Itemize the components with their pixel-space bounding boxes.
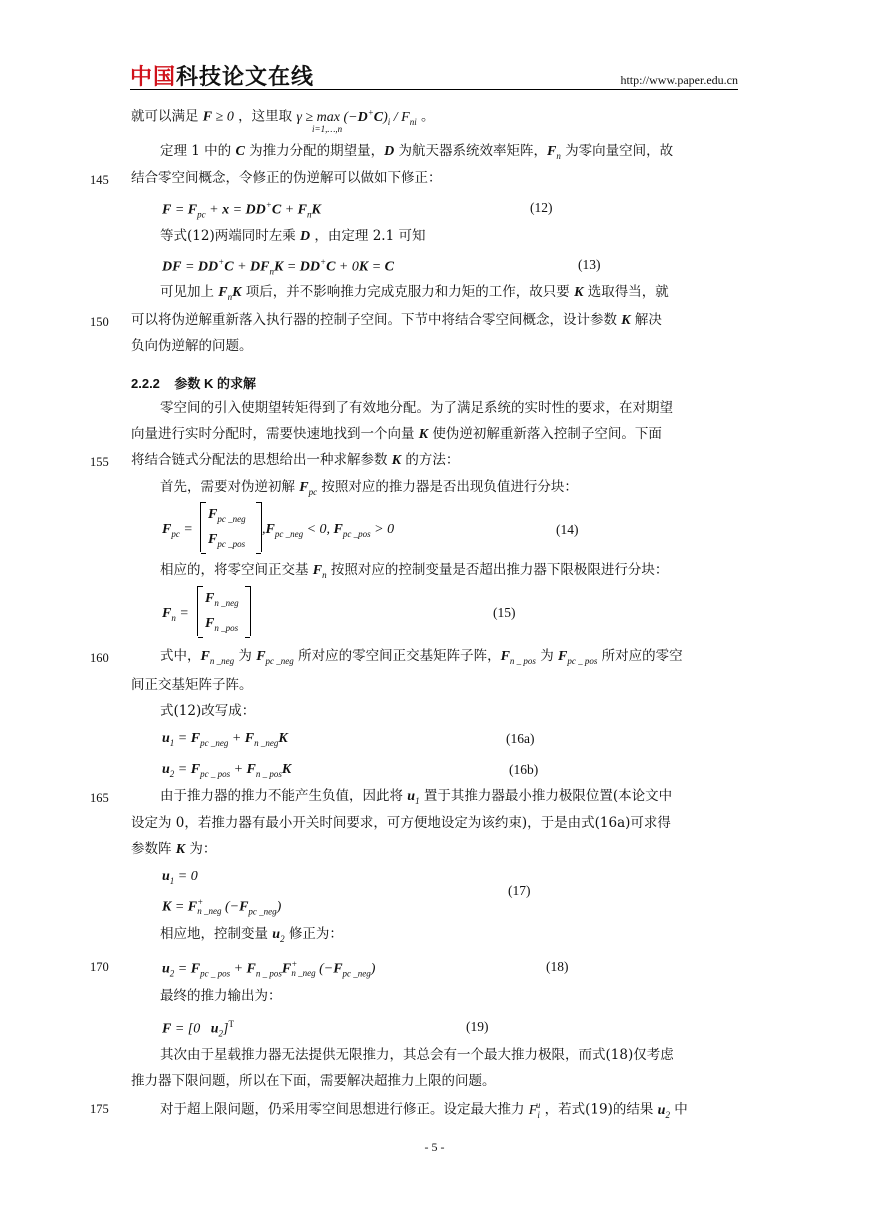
body-line-21: 其次由于星载推力器无法提供无限推力，其总会有一个最大推力极限，而式(18)仅考虑: [160, 1047, 674, 1063]
equation-number-16b: (16b): [509, 762, 539, 777]
body-line-15: 式(12)改写成：: [160, 703, 256, 719]
equation-17-line2: $K = F^+_{n \_neg}$ $(-F_{pc \_neg})$: [162, 897, 282, 917]
body-line-14: 间正交基矩阵子阵。: [131, 677, 253, 693]
body-line-22: 推力器下限问题，所以在下面，需要解决超推力上限的问题。: [131, 1073, 496, 1089]
body-line-17: 设定为 0，若推力器有最小开关时间要求，可方便地设定为该约束)，于是由式(16a)可求得: [131, 815, 671, 831]
equation-16b: $u_2 = F_{pc \_ pos} + F_{n \_ pos}K$: [162, 762, 292, 779]
equation-15-bottom: $F_{n \_pos}$: [205, 616, 239, 633]
body-line-18: 参数阵 K 为：: [131, 841, 217, 857]
equation-17-line1: $u_1 = 0$: [162, 869, 198, 886]
section-title: 参数 K 的求解: [174, 376, 256, 391]
body-line-12: 相应的，将零空间正交基 $F_n$ 按照对应的控制变量是否超出推力器下限极限进行分块：: [160, 562, 669, 580]
section-heading: [131, 373, 256, 392]
equation-14-cond: $,F_{pc \_neg} < 0$, $F_{pc \_pos} > 0$: [262, 522, 395, 539]
body-line-10: 将结合链式分配法的思想给出一种求解参数 K 的方法：: [131, 452, 460, 468]
body-line-19: 相应地，控制变量 $u_2$ 修正为：: [160, 926, 343, 944]
equation-14-bottom: $F_{pc \_pos}$: [208, 532, 246, 549]
header-rule: [130, 89, 738, 90]
logo-red-text: 中国: [130, 65, 177, 90]
body-line-1: 就可以满足 F ≥ 0 ，这里取 $\gamma \ge \max (-D^+C)_i / F_{ni}$ 。: [131, 107, 435, 127]
body-line-16: 由于推力器的推力不能产生负值，因此将 $u_1$ 置于其推力器最小推力极限位置(本论文中: [160, 788, 673, 806]
equation-16a: $u_1 = F_{pc \_neg} + F_{n \_neg}K$: [162, 731, 288, 748]
body-line-7: 负向伪逆解的问题。: [131, 338, 253, 354]
equation-number-19: (19): [466, 1019, 489, 1034]
body-line-13: 式中，$F_{n \_neg}$ 为 $F_{pc \_neg}$ 所对应的零空间正交基矩阵子阵，$F_{n \_ pos}$ 为 $F_{pc \_ pos}$ 所对应的零空: [160, 648, 683, 666]
line-number-150: 150: [90, 315, 109, 329]
equation-13: DF = $DD^+C + DF_nK = DD^+C + 0K = C$: [162, 257, 395, 277]
line-number-170: 170: [90, 960, 109, 974]
equation-14-lhs: $F_{pc}$ =: [162, 522, 193, 539]
body-line-11: 首先，需要对伪逆初解 $F_{pc}$ 按照对应的推力器是否出现负值进行分块：: [160, 479, 578, 497]
max-subscript: i=1,…,n: [312, 124, 343, 134]
equation-number-15: (15): [493, 605, 516, 620]
equation-15-lhs: $F_n$ =: [162, 606, 189, 623]
equation-number-18: (18): [546, 959, 569, 974]
equation-15-top: $F_{n \_neg}$: [205, 591, 239, 608]
line-number-155: 155: [90, 455, 109, 469]
logo-black-text: 科技论文在线: [176, 65, 315, 90]
line-number-145: 145: [90, 173, 109, 187]
equation-number-12: (12): [530, 200, 553, 215]
equation-number-17: (17): [508, 883, 531, 898]
body-line-8: 零空间的引入使期望转矩得到了有效地分配。为了满足系统的实时性的要求，在对期望: [160, 400, 673, 416]
body-line-3: 结合零空间概念，令修正的伪逆解可以做如下修正：: [131, 170, 442, 186]
page-number: - 5 -: [424, 1140, 445, 1154]
body-line-6: 可以将伪逆解重新落入执行器的控制子空间。下节中将结合零空间概念，设计参数 K 解决: [131, 312, 662, 328]
equation-12: $F = F_{pc} + x = DD^+C + F_nK$: [162, 200, 321, 220]
body-line-4: 等式(12)两端同时左乘 D ，由定理 2.1 可知: [160, 228, 426, 244]
line-number-165: 165: [90, 791, 109, 805]
equation-18: $u_2 = F_{pc \_ pos} + F_{n \_ pos}F^+_{n \_neg}$ $(-F_{pc \_neg})$: [162, 959, 376, 979]
line-number-160: 160: [90, 651, 109, 665]
equation-19: F = [0 $u_2]^T$: [162, 1019, 234, 1039]
body-line-9: 向量进行实时分配时，需要快速地找到一个向量 K 使伪逆初解重新落入控制子空间。下面: [131, 426, 662, 442]
equation-14-top: $F_{pc \_neg}$: [208, 507, 246, 524]
section-number: 2.2.2: [131, 376, 160, 391]
header-url[interactable]: http://www.paper.edu.cn: [620, 73, 738, 87]
equation-number-13: (13): [578, 257, 601, 272]
body-line-2: 定理 1 中的 C 为推力分配的期望量，D 为航天器系统效率矩阵，$F_n$ 为零向量空间，故: [160, 143, 674, 161]
body-line-23: 对于超上限问题，仍采用零空间思想进行修正。设定最大推力 $F_i^u$ ，若式(19)的结果 $u_2$ 中: [160, 1100, 688, 1120]
equation-number-14: (14): [556, 522, 579, 537]
line-number-175: 175: [90, 1102, 109, 1116]
equation-number-16a: (16a): [506, 731, 535, 746]
journal-logo: [130, 60, 314, 91]
body-line-20: 最终的推力输出为：: [160, 988, 282, 1004]
body-line-5: 可见加上 $F_nK$ 项后，并不影响推力完成克服力和力矩的工作，故只要 K 选取得当，就: [160, 284, 669, 302]
